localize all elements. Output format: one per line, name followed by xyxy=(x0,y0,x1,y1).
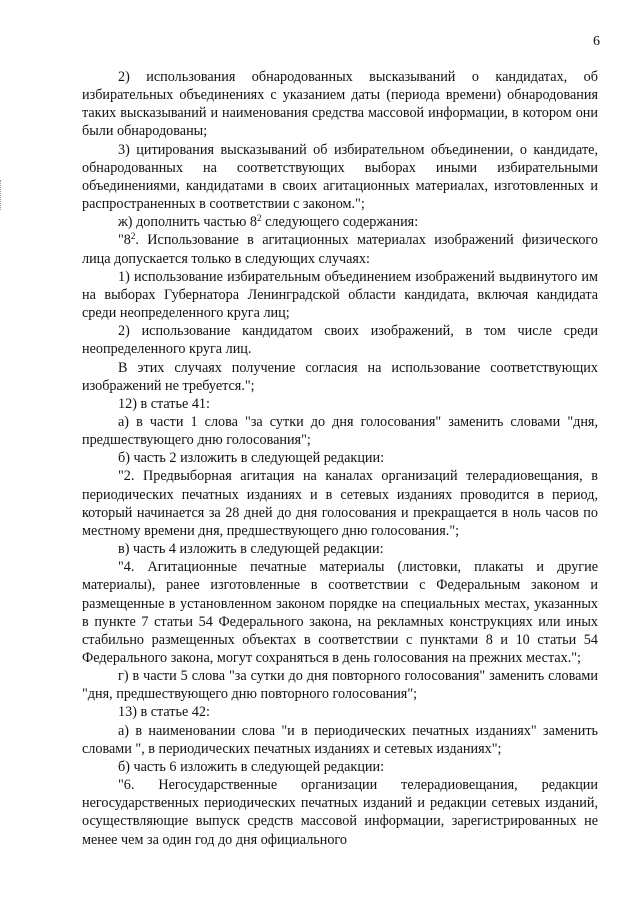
paragraph xyxy=(82,703,598,721)
paragraph xyxy=(82,467,598,540)
paragraph xyxy=(82,359,598,395)
paragraph xyxy=(82,722,598,758)
paragraph xyxy=(82,449,598,467)
paragraph-text: "8 xyxy=(118,232,131,249)
paragraph-text: 3) цитирования высказываний об избирательном объединении, о кандидате, обнародованных на соответствующих выборах иными избирательными объединениями, кандидатами в своих агитационных материалах, изготовленных и распространенных в соответствии с законом."; xyxy=(82,141,598,213)
paragraph-text: следующего содержания: xyxy=(261,214,419,231)
paragraph-text: а) в наименовании слова "и в периодических печатных изданиях" заменить словами ", в периодических печатных изданиях и сетевых изданиях"; xyxy=(82,722,598,757)
margin-mark xyxy=(0,180,5,210)
paragraph xyxy=(82,758,598,776)
page-number: 6 xyxy=(593,34,600,49)
paragraph xyxy=(82,141,598,214)
paragraph-text: ж) дополнить частью 8 xyxy=(118,214,258,231)
paragraph xyxy=(82,395,598,413)
paragraph xyxy=(82,268,598,322)
paragraph xyxy=(82,667,598,703)
superscript: 2 xyxy=(257,213,262,224)
paragraph-text: 2) использование кандидатом своих изображений, в том числе среди неопределенного круга лиц. xyxy=(82,323,598,358)
paragraph-text: г) в части 5 слова "за сутки до дня повторного голосования" заменить словами "дня, предшествующего дню повторного голосования"; xyxy=(82,668,598,703)
paragraph-text: 2) использования обнародованных высказываний о кандидатах, об избирательных объединениях с указанием даты (периода времени) обнародования таких высказываний и наименования средства массовой информации, в котором они были обнародованы; xyxy=(82,69,598,140)
paragraph-text: 13) в статье 42: xyxy=(118,704,210,721)
document-body xyxy=(82,68,598,849)
paragraph xyxy=(82,540,598,558)
paragraph-text: 1) использование избирательным объединением изображений выдвинутого им на выборах Губернатора Ленинградской области кандидата, включая кандидата среди неопределенного круга лиц; xyxy=(82,268,598,322)
paragraph-text: б) часть 6 изложить в следующей редакции: xyxy=(118,758,385,775)
paragraph xyxy=(82,213,598,231)
paragraph-text: "4. Агитационные печатные материалы (листовки, плакаты и другие материалы), ранее изготовленные в соответствии с Федеральным законом и размещенные в установленном законом порядке на специальных местах, указанных в пункте 7 статьи 54 Федерального закона, на рекламных конструкциях или иных стабильно размещенных объектах в соответствии с пунктами 8 и 10 статьи 54 Федерального закона, могут сохраняться в день голосования на прежних местах."; xyxy=(82,559,598,666)
paragraph xyxy=(82,413,598,449)
superscript: 2 xyxy=(130,231,136,242)
paragraph-text: а) в части 1 слова "за сутки до дня голосования" заменить словами "дня, предшествующего дню голосования"; xyxy=(82,413,598,449)
paragraph xyxy=(82,322,598,358)
paragraph-text: "2. Предвыборная агитация на каналах организаций телерадиовещания, в периодических печатных изданиях и в сетевых изданиях проводится в период, который начинается за 28 дней до дня голосования и прекращается в ноль часов по местному времени дня, предшествующего дню голосования."; xyxy=(82,468,598,539)
paragraph-text: б) часть 2 изложить в следующей редакции: xyxy=(118,450,385,467)
paragraph-text: В этих случаях получение согласия на использование соответствующих изображений не требуется."; xyxy=(82,359,598,394)
paragraph-text: в) часть 4 изложить в следующей редакции: xyxy=(118,541,384,558)
paragraph-text: . Использование в агитационных материалах изображений физического лица допускается только в следующих случаях: xyxy=(82,232,598,267)
paragraph xyxy=(82,776,598,849)
paragraph xyxy=(82,231,598,267)
paragraph-text: "6. Негосударственные организации телерадиовещания, редакции негосударственных периодических печатных изданий и редакции сетевых изданий, осуществляющие выпуск средств массовой информации, зарегистрированных не менее чем за один год до дня официального xyxy=(82,777,598,848)
paragraph-text: 12) в статье 41: xyxy=(118,395,210,412)
paragraph xyxy=(82,558,598,667)
paragraph xyxy=(82,68,598,141)
